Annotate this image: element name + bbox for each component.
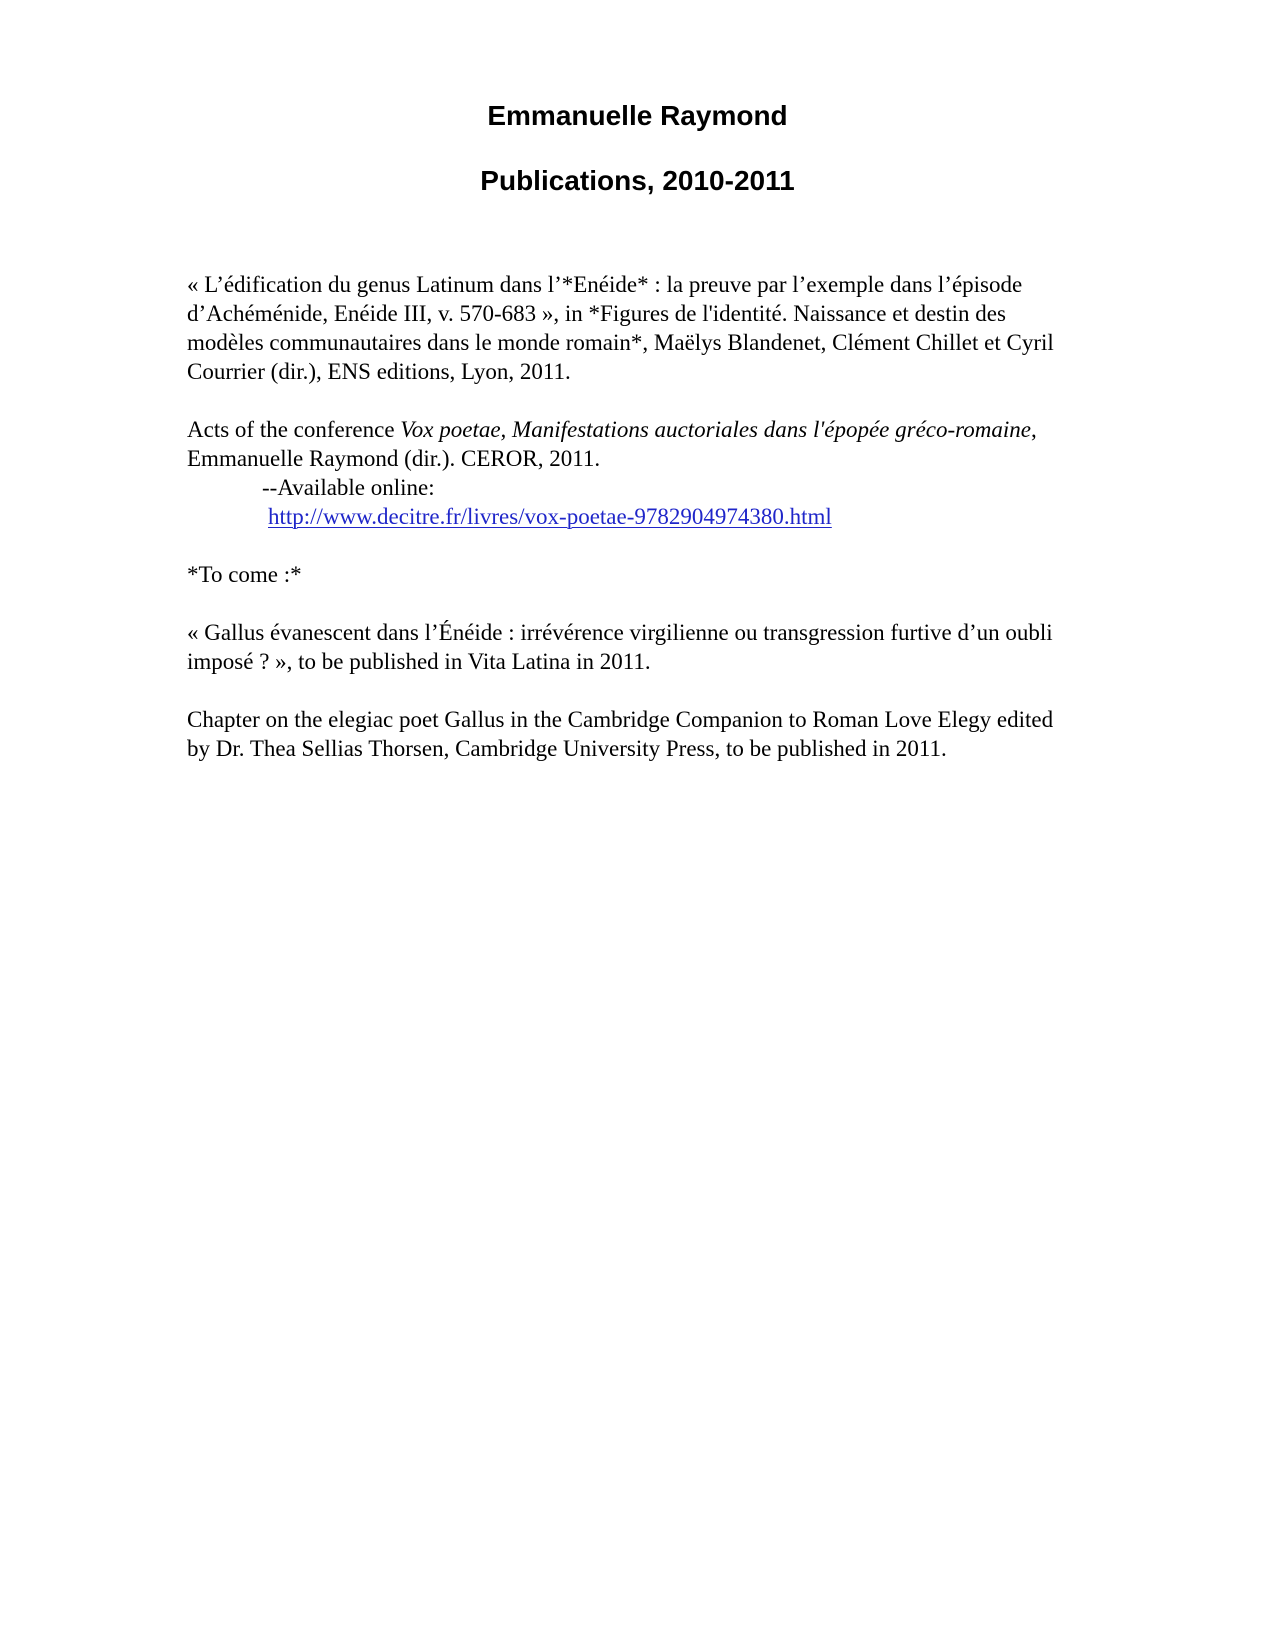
vox-poetae-prefix: Acts of the conference — [187, 417, 401, 442]
publication-list — [187, 270, 1067, 763]
vox-poetae-suffix: , Emmanuelle Raymond (dir.). CEROR, 2011. — [187, 417, 1037, 471]
publication-entry-chapter: Chapter on the elegiac poet Gallus in the Cambridge Companion to Roman Love Elegy edited by Dr. Thea Sellias Thorsen, Cambridge University Press, to be published in 2011. — [187, 707, 1054, 761]
vox-poetae-title: Vox poetae, Manifestations auctoriales dans l'épopée gréco-romaine — [400, 417, 1031, 442]
author-name: Emmanuelle Raymond — [487, 100, 788, 131]
document-subtitle: Publications, 2010-2011 — [480, 165, 795, 196]
available-online-label: --Available online: — [262, 475, 435, 500]
publication-entry-eneide: « L’édification du genus Latinum dans l’*Enéide* : la preuve par l’exemple dans l’épisode d’Achéménide, Enéide III, v. 570-683 », in *Figures de l'identité. Naissance et destin des modèles communautaires dans le monde romain*, Maëlys Blandenet, Clément Chillet et Cyril Courrier (dir.), ENS editions, Lyon, 2011. — [187, 272, 1054, 384]
publication-entry-vox-poetae — [187, 415, 1067, 531]
to-come-heading: *To come :* — [187, 562, 302, 587]
vox-poetae-link[interactable]: http://www.decitre.fr/livres/vox-poetae-9782904974380.html — [268, 504, 832, 529]
publication-entry-gallus: « Gallus évanescent dans l’Énéide : irrévérence virgilienne ou transgression furtive d’un oubli imposé ? », to be published in Vita Latina in 2011. — [187, 620, 1053, 674]
